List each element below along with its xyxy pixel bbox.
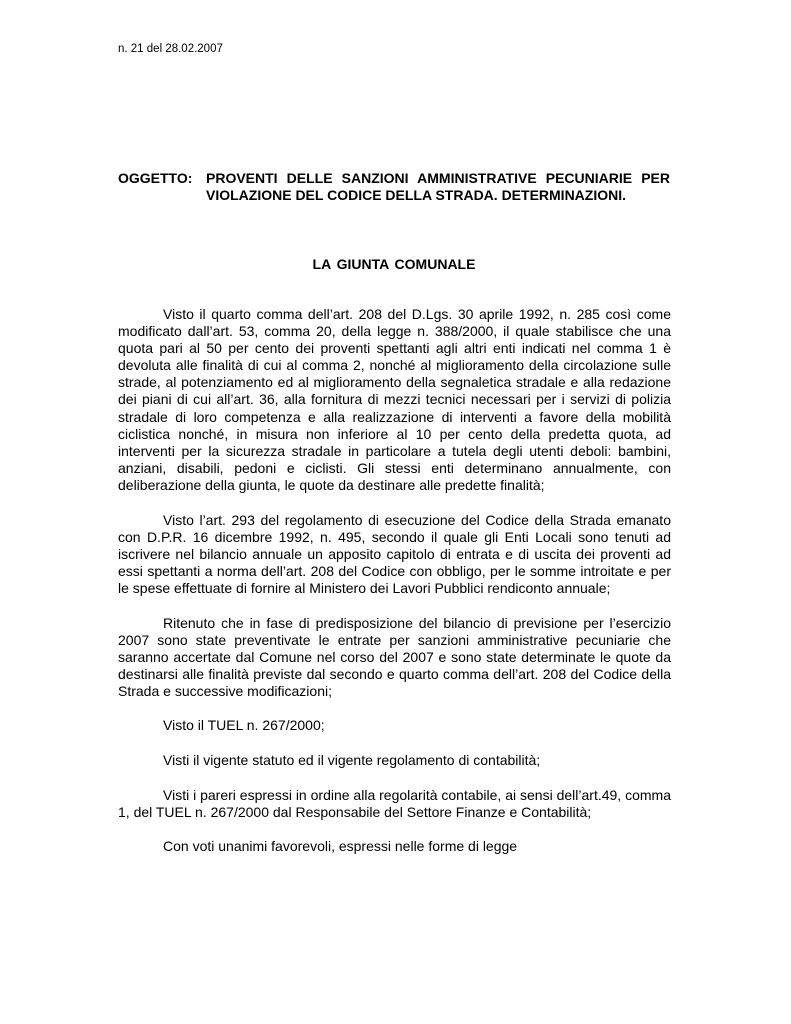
paragraph-visto-art-208: Visto il quarto comma dell’art. 208 del D.Lgs. 30 aprile 1992, n. 285 così come modificato dall’art. 53, comma 20, della legge n. 388/2000, il quale stabilisce che una quota pari al 50 per cento dei proventi spettanti agli altri enti indicati nel comma 1 è devoluta alle finalità di cui al comma 2, nonché al miglioramento della circolazione sulle strade, al potenziamento ed al miglioramento della segnaletica stradale e alla redazione dei piani di cui all’art. 36, alla fornitura di mezzi tecnici necessari per i servizi di polizia stradale di loro competenza e alla realizzazione di interventi a favore della mobilità ciclistica nonché, in misura non inferiore al 10 per cento della predetta quota, ad interventi per la sicurezza stradale in particolare a tutela degli utenti deboli: bambini, anziani, disabili, pedoni e ciclisti. Gli stessi enti determinano annualmente, con deliberazione della giunta, le quote da destinare alle predette finalità;	[118, 306, 671, 493]
subject-label: OGGETTO:	[118, 170, 193, 186]
paragraph-visto-tuel: Visto il TUEL n. 267/2000;	[163, 717, 325, 734]
document-reference: n. 21 del 28.02.2007	[118, 43, 223, 55]
paragraph-visti-pareri: Visti i pareri espressi in ordine alla regolarità contabile, ai sensi dell’art.49, comma 1, del TUEL n. 267/2000 dal Responsabile del Settore Finanze e Contabilità;	[118, 786, 671, 820]
paragraph-ritenuto: Ritenuto che in fase di predisposizione del bilancio di previsione per l’esercizio 2007 sono state preventivate le entrate per sanzioni amministrative pecuniarie che saranno accertate dal Comune nel corso del 2007 e sono state determinate le quote da destinarsi alle finalità previste dal secondo e quarto comma dell’art. 208 del Codice della Strada e successive modificazioni;	[118, 614, 671, 699]
paragraph-visto-art-293: Visto l’art. 293 del regolamento di esecuzione del Codice della Strada emanato con D.P.R. 16 dicembre 1992, n. 495, secondo il quale gli Enti Locali sono tenuti ad iscrivere nel bilancio annuale un apposito capitolo di entrata e di uscita dei proventi ad essi spettanti a norma dell’art. 208 del Codice con obbligo, per le somme introitate e per le spese effettuate di fornire al Ministero dei Lavori Pubblici rendiconto annuale;	[118, 511, 671, 596]
subject-block	[118, 170, 670, 204]
subject-text: PROVENTI DELLE SANZIONI AMMINISTRATIVE PECUNIARIE PER VIOLAZIONE DEL CODICE DELLA STRADA. DETERMINAZIONI.	[206, 170, 670, 203]
paragraph-visti-statuto: Visti il vigente statuto ed il vigente regolamento di contabilità;	[163, 752, 541, 769]
section-heading: LA GIUNTA COMUNALE	[312, 256, 476, 272]
document-body	[118, 306, 671, 873]
paragraph-con-voti: Con voti unanimi favorevoli, espressi nelle forme di legge	[163, 838, 518, 855]
